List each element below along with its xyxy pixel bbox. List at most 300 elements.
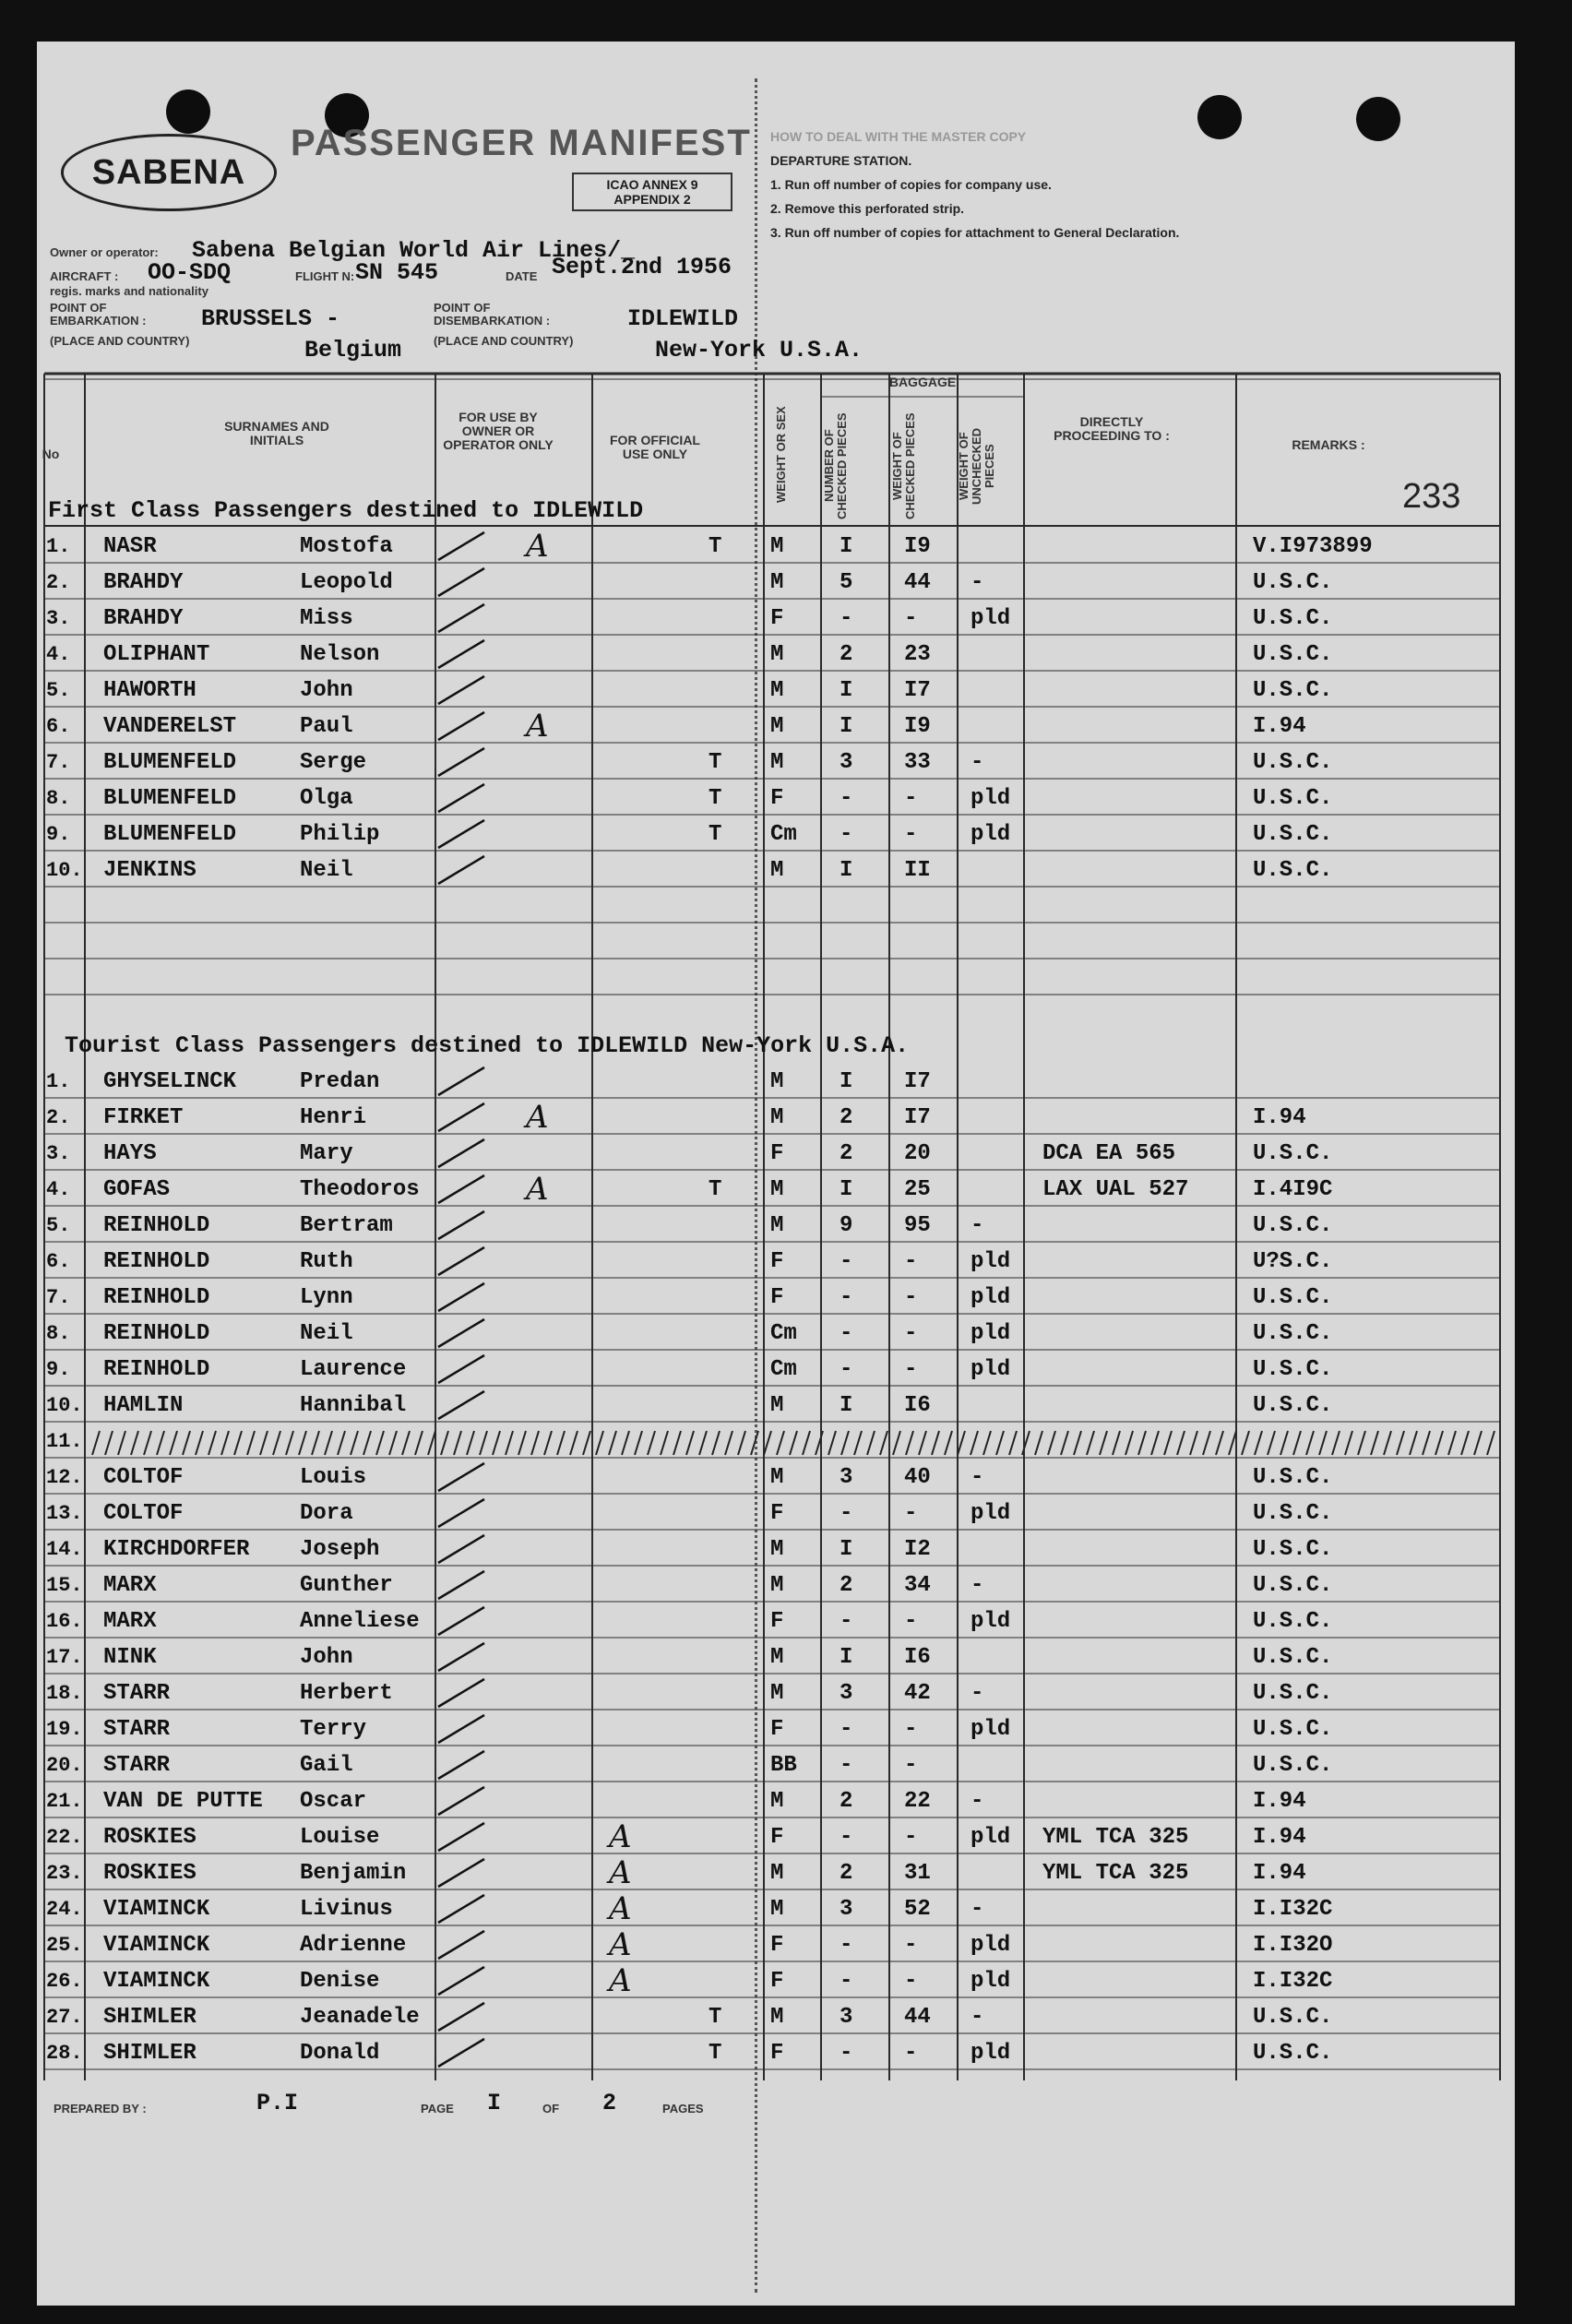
check-stroke <box>438 1103 484 1131</box>
strikeout-hatch <box>480 1431 487 1455</box>
strikeout-hatch <box>105 1431 113 1455</box>
strikeout-hatch <box>506 1431 513 1455</box>
tourist-class-unchecked-weight: pld <box>971 1609 1011 1634</box>
first-class-first-name: John <box>300 678 353 703</box>
tourist-class-checked-weight: 42 <box>904 1681 931 1706</box>
tourist-class-remarks: U.S.C. <box>1253 2041 1333 2066</box>
strikeout-hatch <box>415 1431 423 1455</box>
strikeout-hatch <box>622 1431 629 1455</box>
tourist-class-surname: VAN DE PUTTE <box>103 1789 263 1814</box>
tourist-class-checked-pieces: - <box>840 1609 853 1634</box>
tourist-class-row-number: 20. <box>46 1754 83 1777</box>
tourist-class-weight-sex: M <box>770 1177 784 1202</box>
handwritten-mark: A <box>609 1962 632 1999</box>
tourist-class-row-number: 15. <box>46 1574 83 1597</box>
first-class-row-number: 10. <box>46 859 83 882</box>
tourist-class-row-number: 5. <box>46 1214 71 1237</box>
tourist-class-unchecked-weight: pld <box>971 1321 1011 1346</box>
tourist-class-first-name: Hannibal <box>300 1393 407 1418</box>
strikeout-hatch <box>144 1431 151 1455</box>
tourist-class-checked-pieces: 9 <box>840 1213 853 1238</box>
check-stroke <box>438 1535 484 1563</box>
tourist-class-surname: COLTOF <box>103 1501 184 1526</box>
tourist-class-row-number: 25. <box>46 1934 83 1957</box>
tourist-class-unchecked-weight: pld <box>971 1249 1011 1274</box>
first-class-surname: OLIPHANT <box>103 642 210 667</box>
tourist-class-surname: REINHOLD <box>103 1213 210 1238</box>
check-stroke <box>438 1211 484 1239</box>
strikeout-hatch <box>1048 1431 1055 1455</box>
tourist-class-first-name: Ruth <box>300 1249 353 1274</box>
col-num-pieces: NUMBER OF CHECKED PIECES <box>822 412 849 519</box>
tourist-class-surname: SHIMLER <box>103 2005 196 2030</box>
first-class-checked-weight: I7 <box>904 678 931 703</box>
instruction-line: 1. Run off number of copies for company use. <box>770 177 1052 192</box>
tourist-class-remarks: I.94 <box>1253 1789 1306 1814</box>
tourist-class-row-number: 28. <box>46 2042 83 2065</box>
embark-value: BRUSSELS - <box>201 305 340 332</box>
first-class-checked-weight: 33 <box>904 750 931 775</box>
tourist-class-checked-weight: I2 <box>904 1537 931 1562</box>
tourist-class-first-name: Louis <box>300 1465 367 1490</box>
tourist-class-surname: HAMLIN <box>103 1393 184 1418</box>
tourist-class-surname: HAYS <box>103 1141 157 1166</box>
tourist-class-unchecked-weight: - <box>971 1897 984 1922</box>
first-class-unchecked-weight: pld <box>971 822 1011 847</box>
tourist-class-row-number: 27. <box>46 2006 83 2029</box>
first-class-remarks: U.S.C. <box>1253 858 1333 883</box>
first-class-row-number: 3. <box>46 607 71 630</box>
tourist-class-first-name: Gail <box>300 1753 353 1778</box>
strikeout-hatch <box>299 1431 306 1455</box>
tourist-class-surname: STARR <box>103 1717 171 1742</box>
tourist-class-checked-weight: 95 <box>904 1213 931 1238</box>
strikeout-hatch <box>183 1431 190 1455</box>
check-stroke <box>438 1679 484 1707</box>
check-stroke <box>438 1319 484 1347</box>
tourist-class-checked-weight: - <box>904 1249 918 1274</box>
tourist-class-first-name: Gunther <box>300 1573 393 1598</box>
strikeout-hatch <box>1255 1431 1262 1455</box>
tourist-class-official-mark: T <box>709 2005 722 2030</box>
tourist-class-unchecked-weight: pld <box>971 1825 1011 1850</box>
tourist-class-weight-sex: M <box>770 1069 784 1094</box>
tourist-class-checked-pieces: I <box>840 1645 853 1670</box>
handwritten-mark: A <box>526 1171 549 1208</box>
tourist-class-remarks: I.94 <box>1253 1105 1306 1130</box>
first-class-remarks: V.I973899 <box>1253 534 1373 559</box>
strikeout-hatch <box>1177 1431 1185 1455</box>
check-stroke <box>438 2003 484 2031</box>
first-class-first-name: Paul <box>300 714 353 739</box>
strikeout-hatch <box>971 1431 978 1455</box>
tourist-class-surname: ROSKIES <box>103 1825 196 1850</box>
tourist-class-weight-sex: M <box>770 1465 784 1490</box>
col-weight-pieces: WEIGHT OF CHECKED PIECES <box>890 412 917 519</box>
strikeout-hatch <box>661 1431 668 1455</box>
tourist-class-checked-pieces: I <box>840 1177 853 1202</box>
aircraft-value: OO-SDQ <box>148 259 232 286</box>
check-stroke <box>438 1499 484 1527</box>
tourist-class-row-number: 10. <box>46 1394 83 1417</box>
tourist-class-checked-weight: - <box>904 1285 918 1310</box>
first-class-surname: BRAHDY <box>103 570 184 595</box>
tourist-class-row-number: 12. <box>46 1466 83 1489</box>
sabena-logo: SABENA <box>61 134 277 211</box>
tourist-class-first-name: John <box>300 1645 353 1670</box>
tourist-class-checked-pieces: 2 <box>840 1861 853 1886</box>
strikeout-hatch <box>196 1431 203 1455</box>
tourist-class-weight-sex: M <box>770 1105 784 1130</box>
strikeout-hatch <box>570 1431 578 1455</box>
tourist-class-weight-sex: M <box>770 1393 784 1418</box>
tourist-class-first-name: Bertram <box>300 1213 393 1238</box>
first-class-checked-pieces: - <box>840 786 853 811</box>
tourist-class-first-name: Herbert <box>300 1681 393 1706</box>
strikeout-hatch <box>234 1431 242 1455</box>
strikeout-hatch <box>221 1431 229 1455</box>
first-class-weight-sex: M <box>770 858 784 883</box>
owner-label: Owner or operator: <box>50 245 159 259</box>
handwritten-mark: A <box>526 708 549 745</box>
tourist-class-row-number: 6. <box>46 1250 71 1273</box>
strikeout-hatch <box>1423 1431 1430 1455</box>
check-stroke <box>438 1247 484 1275</box>
tourist-class-checked-weight: - <box>904 1501 918 1526</box>
check-stroke <box>438 1751 484 1779</box>
first-class-first-name: Miss <box>300 606 353 631</box>
tourist-class-unchecked-weight: pld <box>971 1717 1011 1742</box>
of-label: OF <box>542 2102 560 2115</box>
tourist-class-checked-weight: 52 <box>904 1897 931 1922</box>
tourist-class-surname: REINHOLD <box>103 1321 210 1346</box>
tourist-class-weight-sex: F <box>770 2041 784 2066</box>
tourist-class-row-number: 17. <box>46 1646 83 1669</box>
tourist-class-checked-pieces: - <box>840 1285 853 1310</box>
first-class-surname: JENKINS <box>103 858 196 883</box>
tourist-class-checked-weight: 40 <box>904 1465 931 1490</box>
tourist-class-remarks: I.94 <box>1253 1861 1306 1886</box>
col-weight-unchecked: WEIGHT OF UNCHECKED PIECES <box>957 427 996 505</box>
first-class-first-name: Nelson <box>300 642 380 667</box>
strikeout-hatch <box>790 1431 797 1455</box>
disembark-sub: (PLACE AND COUNTRY) <box>434 334 574 348</box>
tourist-class-row-number: 1. <box>46 1070 71 1093</box>
strikeout-hatch <box>906 1431 913 1455</box>
first-class-unchecked-weight: pld <box>971 606 1011 631</box>
handwritten-check-marks <box>37 42 1515 2306</box>
tourist-class-checked-pieces: I <box>840 1393 853 1418</box>
first-class-remarks: U.S.C. <box>1253 570 1333 595</box>
tourist-class-first-name: Lynn <box>300 1285 353 1310</box>
check-stroke <box>438 712 484 740</box>
first-class-weight-sex: Cm <box>770 822 797 847</box>
tourist-class-checked-pieces: - <box>840 1321 853 1346</box>
instruction-line: DEPARTURE STATION. <box>770 153 912 168</box>
tourist-class-weight-sex: M <box>770 1789 784 1814</box>
tourist-class-surname: ROSKIES <box>103 1861 196 1886</box>
regis-label: regis. marks and nationality <box>50 284 208 298</box>
tourist-class-checked-pieces: 2 <box>840 1573 853 1598</box>
strikeout-hatch <box>1268 1431 1275 1455</box>
first-class-first-name: Serge <box>300 750 367 775</box>
tourist-class-unchecked-weight: - <box>971 1213 984 1238</box>
tourist-class-first-name: Louise <box>300 1825 380 1850</box>
tourist-class-remarks: U.S.C. <box>1253 1393 1333 1418</box>
tourist-class-remarks: U.S.C. <box>1253 1465 1333 1490</box>
strikeout-hatch <box>363 1431 371 1455</box>
strikeout-hatch <box>338 1431 345 1455</box>
strikeout-hatch <box>1074 1431 1081 1455</box>
manifest-sheet <box>37 42 1515 2306</box>
strikeout-hatch <box>170 1431 177 1455</box>
tourist-class-directly-to: YML TCA 325 <box>1042 1825 1189 1850</box>
tourist-class-row-number: 7. <box>46 1286 71 1309</box>
strikeout-hatch <box>841 1431 849 1455</box>
strikeout-hatch <box>544 1431 552 1455</box>
first-class-heading: First Class Passengers destined to IDLEWILD <box>48 497 644 524</box>
strikeout-hatch <box>1125 1431 1133 1455</box>
tourist-class-remarks: U.S.C. <box>1253 1645 1333 1670</box>
strikeout-hatch <box>996 1431 1004 1455</box>
check-stroke <box>438 1715 484 1743</box>
handwritten-mark: A <box>609 1818 632 1855</box>
page-label: PAGE <box>421 2102 454 2115</box>
check-stroke <box>438 604 484 632</box>
tourist-class-unchecked-weight: pld <box>971 1501 1011 1526</box>
tourist-class-unchecked-weight: - <box>971 2005 984 2030</box>
date-label: DATE <box>506 269 538 283</box>
first-class-row-number: 4. <box>46 643 71 666</box>
col-owner-use: FOR USE BY OWNER OR OPERATOR ONLY <box>443 410 554 452</box>
tourist-class-checked-weight: 25 <box>904 1177 931 1202</box>
tourist-class-row-number: 23. <box>46 1862 83 1885</box>
tourist-class-first-name: Mary <box>300 1141 353 1166</box>
page-value: I <box>487 2090 502 2116</box>
strikeout-hatch <box>738 1431 745 1455</box>
check-stroke <box>438 1643 484 1671</box>
first-class-checked-pieces: 5 <box>840 570 853 595</box>
embark-country: Belgium <box>304 337 402 363</box>
first-class-checked-weight: I9 <box>904 714 931 739</box>
strikeout-hatch <box>958 1431 965 1455</box>
col-surnames: SURNAMES AND INITIALS <box>224 419 329 447</box>
tourist-class-checked-weight: 34 <box>904 1573 931 1598</box>
tourist-class-checked-pieces: - <box>840 1825 853 1850</box>
strikeout-hatch <box>983 1431 991 1455</box>
handwritten-mark: A <box>526 1099 549 1136</box>
tourist-class-row-number: 19. <box>46 1718 83 1741</box>
col-remarks: REMARKS : <box>1292 437 1365 452</box>
tourist-class-surname: VIAMINCK <box>103 1969 210 1994</box>
tourist-class-first-name: Predan <box>300 1069 380 1094</box>
first-class-row-number: 5. <box>46 679 71 702</box>
prepared-value: P.I <box>256 2090 299 2116</box>
tourist-class-row-number: 3. <box>46 1142 71 1165</box>
first-class-official-mark: T <box>709 750 722 775</box>
tourist-class-weight-sex: F <box>770 1141 784 1166</box>
tourist-class-row-number: 9. <box>46 1358 71 1381</box>
tourist-class-weight-sex: F <box>770 1825 784 1850</box>
tourist-class-remarks: U.S.C. <box>1253 1321 1333 1346</box>
first-class-row-number: 2. <box>46 571 71 594</box>
first-class-weight-sex: F <box>770 786 784 811</box>
strikeout-hatch <box>583 1431 590 1455</box>
tourist-class-row-number: 24. <box>46 1898 83 1921</box>
tourist-class-first-name: Adrienne <box>300 1933 407 1958</box>
first-class-checked-weight: - <box>904 606 918 631</box>
tourist-class-surname: VIAMINCK <box>103 1933 210 1958</box>
first-class-weight-sex: M <box>770 678 784 703</box>
tourist-class-checked-weight: - <box>904 1933 918 1958</box>
strikeout-hatch <box>157 1431 164 1455</box>
tourist-class-remarks: I.I32C <box>1253 1897 1333 1922</box>
strikeout-hatch <box>648 1431 655 1455</box>
tourist-class-checked-weight: 20 <box>904 1141 931 1166</box>
strikeout-hatch <box>673 1431 681 1455</box>
tourist-class-remarks: U.S.C. <box>1253 1573 1333 1598</box>
check-stroke <box>438 1967 484 1995</box>
strikeout-hatch <box>441 1431 448 1455</box>
tourist-class-remarks: I.I32C <box>1253 1969 1333 1994</box>
tourist-class-first-name: Laurence <box>300 1357 407 1382</box>
strikeout-hatch <box>376 1431 384 1455</box>
tourist-class-checked-weight: - <box>904 1357 918 1382</box>
first-class-remarks: U.S.C. <box>1253 678 1333 703</box>
strikeout-hatch <box>635 1431 642 1455</box>
aircraft-label: AIRCRAFT : <box>50 269 119 283</box>
tourist-class-checked-pieces: - <box>840 1969 853 1994</box>
strikeout-hatch <box>803 1431 810 1455</box>
strikeout-hatch <box>1448 1431 1456 1455</box>
tourist-class-unchecked-weight: pld <box>971 1285 1011 1310</box>
tourist-class-checked-pieces: - <box>840 1249 853 1274</box>
strikeout-hatch <box>1087 1431 1094 1455</box>
strikeout-hatch <box>389 1431 397 1455</box>
tourist-class-weight-sex: F <box>770 1969 784 1994</box>
first-class-checked-weight: 23 <box>904 642 931 667</box>
tourist-class-official-mark: T <box>709 2041 722 2066</box>
tourist-class-unchecked-weight: - <box>971 1465 984 1490</box>
tourist-class-checked-pieces: - <box>840 2041 853 2066</box>
handwritten-mark: A <box>526 528 549 565</box>
strikeout-hatch <box>1113 1431 1120 1455</box>
tourist-class-surname: STARR <box>103 1753 171 1778</box>
strikeout-hatch <box>467 1431 474 1455</box>
tourist-class-unchecked-weight: pld <box>971 1969 1011 1994</box>
first-class-first-name: Mostofa <box>300 534 393 559</box>
strikeout-hatch <box>1319 1431 1327 1455</box>
tourist-class-remarks: U.S.C. <box>1253 1753 1333 1778</box>
strikeout-hatch <box>1242 1431 1249 1455</box>
strikeout-hatch <box>351 1431 358 1455</box>
col-no: No <box>42 447 60 461</box>
strikeout-hatch <box>816 1431 823 1455</box>
strikeout-hatch <box>945 1431 952 1455</box>
check-stroke <box>438 820 484 848</box>
strikeout-hatch <box>247 1431 255 1455</box>
first-class-unchecked-weight: pld <box>971 786 1011 811</box>
first-class-row-number: 1. <box>46 535 71 558</box>
tourist-class-remarks: I.I32O <box>1253 1933 1333 1958</box>
tourist-class-checked-pieces: 3 <box>840 1681 853 1706</box>
date-value: Sept.2nd 1956 <box>552 254 732 280</box>
strikeout-hatch <box>531 1431 539 1455</box>
strikeout-hatch <box>131 1431 138 1455</box>
first-class-weight-sex: M <box>770 570 784 595</box>
tourist-class-unchecked-weight: pld <box>971 2041 1011 2066</box>
tourist-class-first-name: Neil <box>300 1321 353 1346</box>
tourist-class-row-number: 8. <box>46 1322 71 1345</box>
tourist-class-first-name: Joseph <box>300 1537 380 1562</box>
strikeout-hatch <box>208 1431 216 1455</box>
tourist-class-checked-pieces: - <box>840 1753 853 1778</box>
tourist-class-checked-pieces: 2 <box>840 1789 853 1814</box>
first-class-checked-pieces: 2 <box>840 642 853 667</box>
strikeout-hatch <box>1229 1431 1236 1455</box>
tourist-class-row-number: 4. <box>46 1178 71 1201</box>
strikeout-hatch <box>1358 1431 1365 1455</box>
tourist-class-weight-sex: F <box>770 1501 784 1526</box>
tourist-class-first-name: Benjamin <box>300 1861 407 1886</box>
strikeout-hatch <box>1280 1431 1288 1455</box>
tourist-class-first-name: Anneliese <box>300 1609 420 1634</box>
tourist-class-checked-weight: 22 <box>904 1789 931 1814</box>
handwritten-mark: A <box>609 1854 632 1891</box>
strikeout-hatch <box>325 1431 332 1455</box>
check-stroke <box>438 676 484 704</box>
tourist-class-checked-pieces: 3 <box>840 1897 853 1922</box>
strikeout-hatch <box>1203 1431 1210 1455</box>
tourist-class-checked-pieces: - <box>840 1357 853 1382</box>
tourist-class-weight-sex: F <box>770 1249 784 1274</box>
check-stroke <box>438 1391 484 1419</box>
check-stroke <box>438 1139 484 1167</box>
strikeout-hatch <box>518 1431 526 1455</box>
col-official-use: FOR OFFICIAL USE ONLY <box>610 433 700 461</box>
strikeout-hatch <box>1332 1431 1340 1455</box>
strikeout-hatch <box>312 1431 319 1455</box>
handwritten-mark: A <box>609 1926 632 1963</box>
tourist-class-surname: COLTOF <box>103 1465 184 1490</box>
tourist-class-remarks: U?S.C. <box>1253 1249 1333 1274</box>
strikeout-hatch <box>1190 1431 1197 1455</box>
first-class-weight-sex: F <box>770 606 784 631</box>
tourist-class-weight-sex: M <box>770 1213 784 1238</box>
strikeout-hatch <box>1151 1431 1159 1455</box>
tourist-class-checked-pieces: - <box>840 1933 853 1958</box>
strikeout-hatch <box>493 1431 500 1455</box>
strikeout-hatch <box>557 1431 565 1455</box>
tourist-class-unchecked-weight: - <box>971 1789 984 1814</box>
strikeout-hatch <box>609 1431 616 1455</box>
flight-label: FLIGHT N: <box>295 269 355 283</box>
tourist-class-weight-sex: F <box>770 1609 784 1634</box>
strikeout-hatch <box>1474 1431 1482 1455</box>
tourist-class-checked-pieces: I <box>840 1537 853 1562</box>
tourist-class-row-number: 14. <box>46 1538 83 1561</box>
tourist-class-row-number: 2. <box>46 1106 71 1129</box>
first-class-first-name: Neil <box>300 858 353 883</box>
first-class-surname: BLUMENFELD <box>103 822 237 847</box>
tourist-class-surname: STARR <box>103 1681 171 1706</box>
tourist-class-checked-weight: - <box>904 1717 918 1742</box>
first-class-checked-weight: II <box>904 858 931 883</box>
tourist-class-first-name: Livinus <box>300 1897 393 1922</box>
strikeout-hatch <box>1461 1431 1469 1455</box>
tourist-class-checked-pieces: 2 <box>840 1141 853 1166</box>
tourist-class-remarks: U.S.C. <box>1253 1501 1333 1526</box>
